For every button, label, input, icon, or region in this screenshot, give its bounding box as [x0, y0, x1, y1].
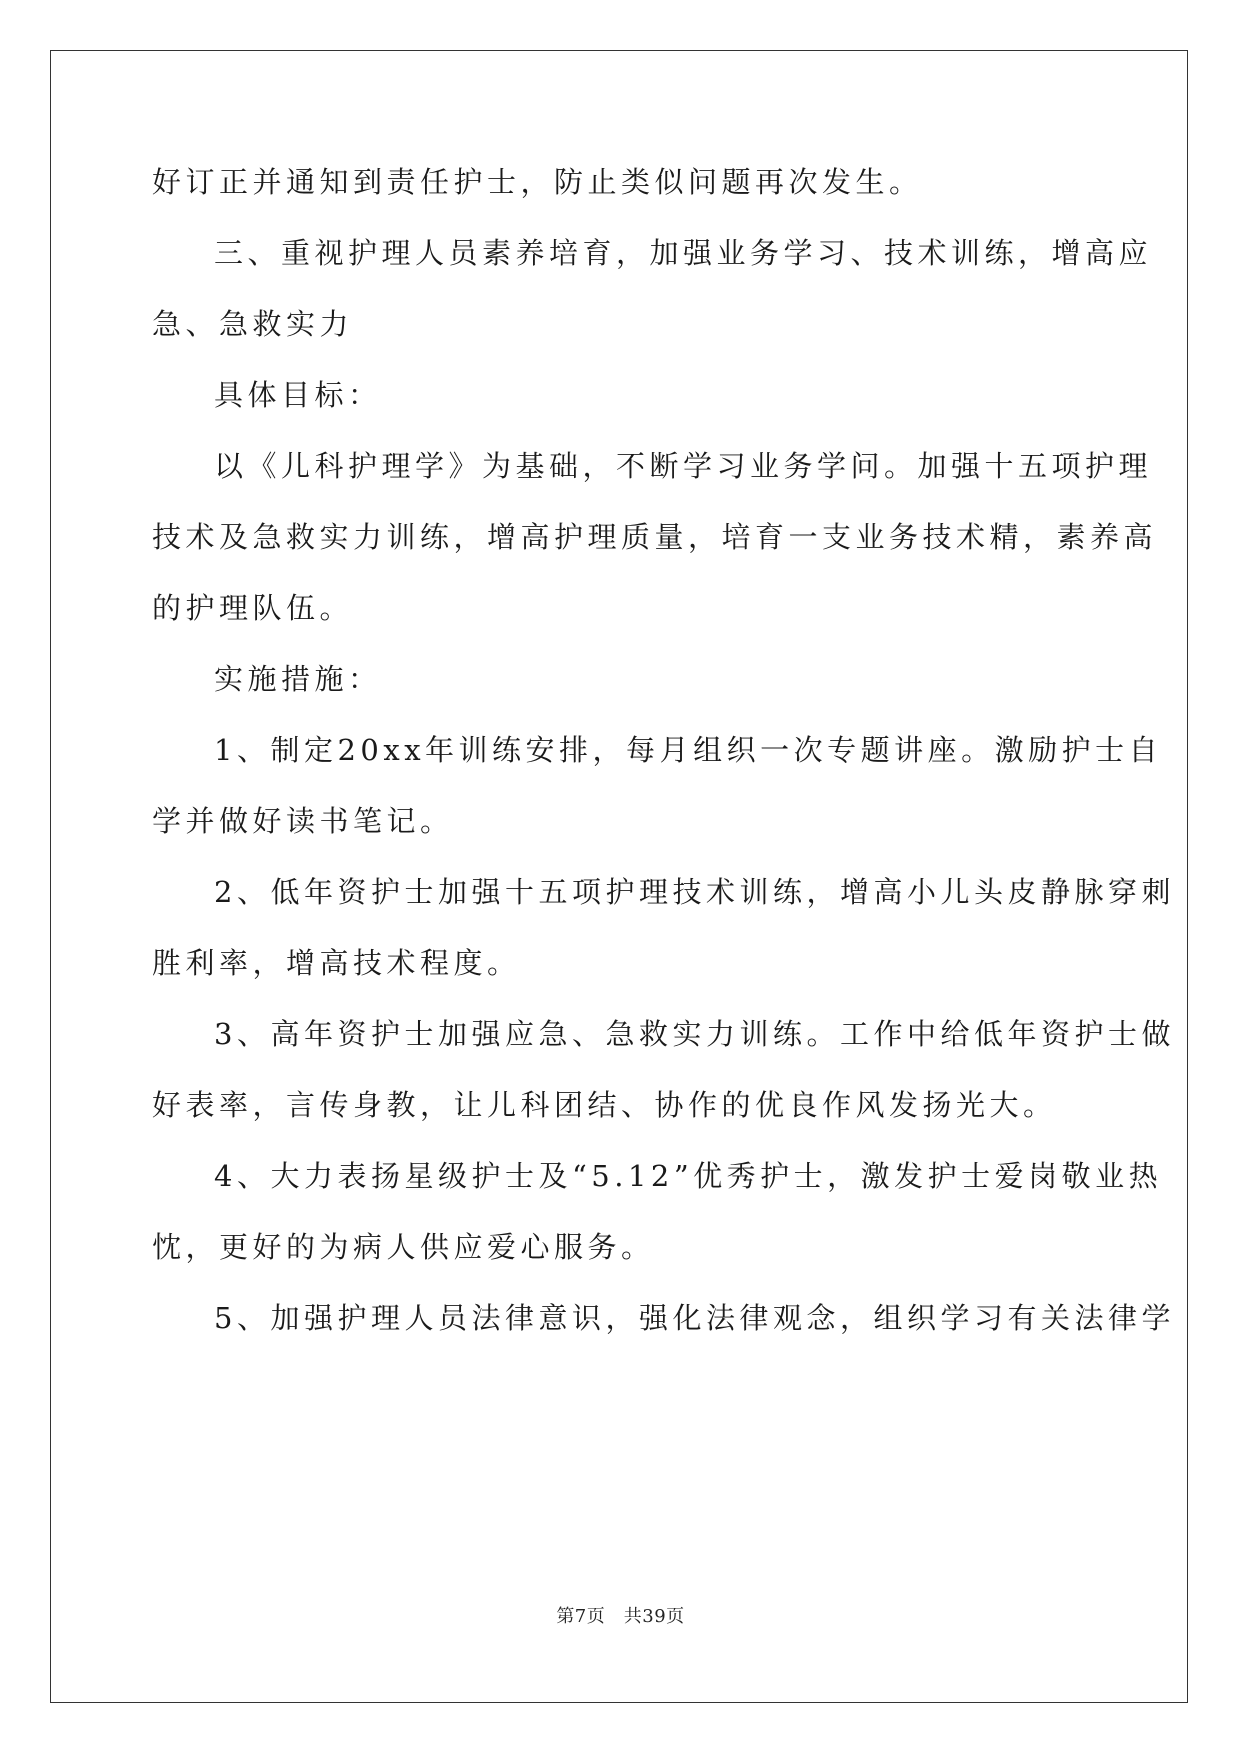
text-line: 实施措施：: [214, 662, 382, 696]
text-line: 的护理队伍。: [152, 591, 354, 625]
text-line: 胜利率，增高技术程度。: [152, 946, 521, 980]
text-line: 学并做好读书笔记。: [152, 804, 454, 838]
text-line: 忱，更好的为病人供应爱心服务。: [152, 1230, 655, 1264]
page-number: 第7页 共39页: [556, 1606, 685, 1627]
text-line: 三、重视护理人员素养培育，加强业务学习、技术训练，增高应: [214, 236, 1153, 270]
text-line: 以《儿科护理学》为基础，不断学习业务学问。加强十五项护理: [214, 449, 1153, 483]
text-line: 4、大力表扬星级护士及“5.12”优秀护士，激发护士爱岗敬业热: [214, 1159, 1163, 1193]
text-line: 好表率，言传身教，让儿科团结、协作的优良作风发扬光大。: [152, 1088, 1057, 1122]
text-line: 急、急救实力: [152, 307, 354, 341]
text-line: 好订正并通知到责任护士，防止类似问题再次发生。: [152, 165, 923, 199]
text-line: 2、低年资护士加强十五项护理技术训练，增高小儿头皮静脉穿刺: [214, 875, 1175, 909]
text-line: 技术及急救实力训练，增高护理质量，培育一支业务技术精，素养高: [152, 520, 1158, 554]
text-line: 1、制定20xx年训练安排，每月组织一次专题讲座。激励护士自: [214, 733, 1163, 767]
text-line: 5、加强护理人员法律意识，强化法律观念，组织学习有关法律学: [214, 1301, 1175, 1335]
text-line: 3、高年资护士加强应急、急救实力训练。工作中给低年资护士做: [214, 1017, 1175, 1051]
text-line: 具体目标：: [214, 378, 382, 412]
